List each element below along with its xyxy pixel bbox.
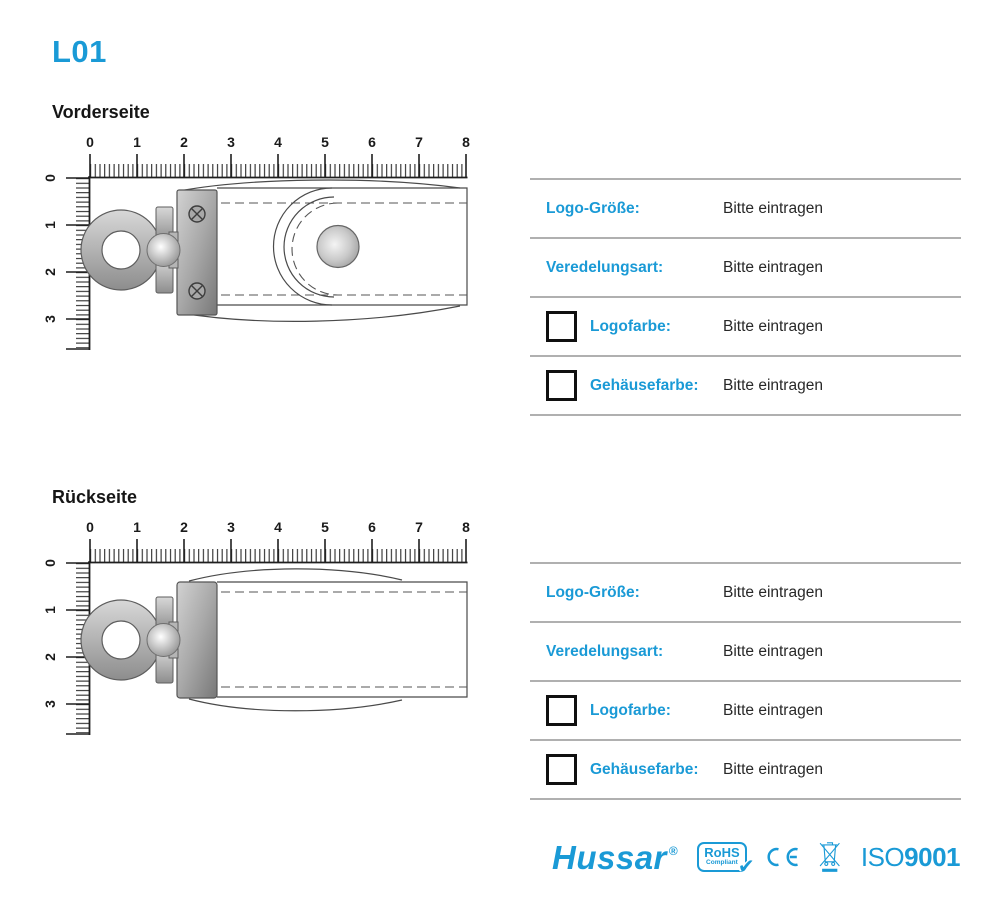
screw-icon — [189, 283, 205, 299]
front-device-figure — [40, 128, 520, 368]
field-value: Bitte eintragen — [723, 760, 823, 778]
field-label: Veredelungsart: — [546, 258, 664, 276]
ce-mark-icon — [766, 843, 800, 871]
field-value: Bitte eintragen — [723, 376, 823, 394]
front-heading: Vorderseite — [52, 102, 150, 122]
checkmark-icon: ✔ — [737, 855, 755, 878]
horizontal-ruler — [86, 134, 470, 178]
screw-icon — [189, 206, 205, 222]
logo-color-checkbox[interactable] — [546, 311, 577, 342]
certification-footer — [552, 832, 960, 882]
iso9001-logo: ISO9001 — [860, 842, 960, 872]
svg-text:3: 3 — [227, 134, 235, 150]
form-row-logo-color — [530, 682, 961, 741]
front-form — [530, 178, 961, 416]
leather-fold-bottom — [189, 699, 402, 711]
page-title: L01 — [52, 34, 107, 69]
metal-plate — [177, 582, 217, 698]
field-label: Logo-Größe: — [546, 583, 640, 601]
field-label: Logo-Größe: — [546, 199, 640, 217]
form-row-finishing — [530, 623, 961, 682]
svg-text:1: 1 — [133, 134, 141, 150]
svg-text:4: 4 — [274, 134, 282, 150]
body-outline — [217, 582, 467, 697]
svg-text:3: 3 — [42, 700, 58, 708]
usb-stick-front — [81, 180, 467, 321]
leather-fold-top — [189, 569, 402, 581]
back-drawing — [40, 513, 520, 753]
field-label: Logofarbe: — [590, 317, 671, 335]
field-label: Veredelungsart: — [546, 642, 664, 660]
front-drawing — [40, 128, 520, 368]
field-value: Bitte eintragen — [723, 199, 823, 217]
svg-text:0: 0 — [86, 134, 94, 150]
svg-text:2: 2 — [180, 519, 188, 535]
field-value: Bitte eintragen — [723, 258, 823, 276]
svg-text:1: 1 — [133, 519, 141, 535]
back-device-figure — [40, 513, 520, 753]
svg-text:2: 2 — [42, 653, 58, 661]
svg-text:2: 2 — [42, 268, 58, 276]
brand-logo: Hussar ® — [552, 838, 679, 876]
svg-text:5: 5 — [321, 519, 329, 535]
back-form — [530, 562, 961, 800]
svg-text:4: 4 — [274, 519, 282, 535]
svg-text:3: 3 — [227, 519, 235, 535]
field-label: Gehäusefarbe: — [590, 760, 699, 778]
field-value: Bitte eintragen — [723, 317, 823, 335]
svg-text:0: 0 — [42, 559, 58, 567]
svg-text:0: 0 — [42, 174, 58, 182]
form-row-case-color — [530, 357, 961, 416]
svg-text:0: 0 — [86, 519, 94, 535]
logo-color-checkbox[interactable] — [546, 695, 577, 726]
svg-text:2: 2 — [180, 134, 188, 150]
field-label: Logofarbe: — [590, 701, 671, 719]
svg-text:5: 5 — [321, 134, 329, 150]
leather-fold-bottom — [181, 306, 460, 321]
stitching — [221, 592, 467, 687]
svg-text:1: 1 — [42, 606, 58, 614]
field-label: Gehäusefarbe: — [590, 376, 699, 394]
form-row-logo-size — [530, 564, 961, 623]
usb-stick-back — [81, 569, 467, 711]
svg-text:6: 6 — [368, 519, 376, 535]
horizontal-ruler — [86, 519, 470, 563]
field-value: Bitte eintragen — [723, 701, 823, 719]
case-color-checkbox[interactable] — [546, 754, 577, 785]
snap-button — [317, 226, 359, 268]
case-color-checkbox[interactable] — [546, 370, 577, 401]
svg-text:6: 6 — [368, 134, 376, 150]
svg-text:8: 8 — [462, 134, 470, 150]
registered-trademark-icon: ® — [668, 843, 679, 858]
form-row-logo-color — [530, 298, 961, 357]
svg-text:3: 3 — [42, 315, 58, 323]
form-row-case-color — [530, 741, 961, 800]
weee-bin-icon — [818, 834, 841, 880]
rohs-badge-icon: RoHS Compliant ✔ — [697, 842, 746, 872]
svg-text:1: 1 — [42, 221, 58, 229]
form-row-finishing — [530, 239, 961, 298]
form-row-logo-size — [530, 180, 961, 239]
field-value: Bitte eintragen — [723, 583, 823, 601]
svg-text:7: 7 — [415, 134, 423, 150]
field-value: Bitte eintragen — [723, 642, 823, 660]
svg-text:7: 7 — [415, 519, 423, 535]
svg-text:8: 8 — [462, 519, 470, 535]
back-heading: Rückseite — [52, 487, 138, 507]
